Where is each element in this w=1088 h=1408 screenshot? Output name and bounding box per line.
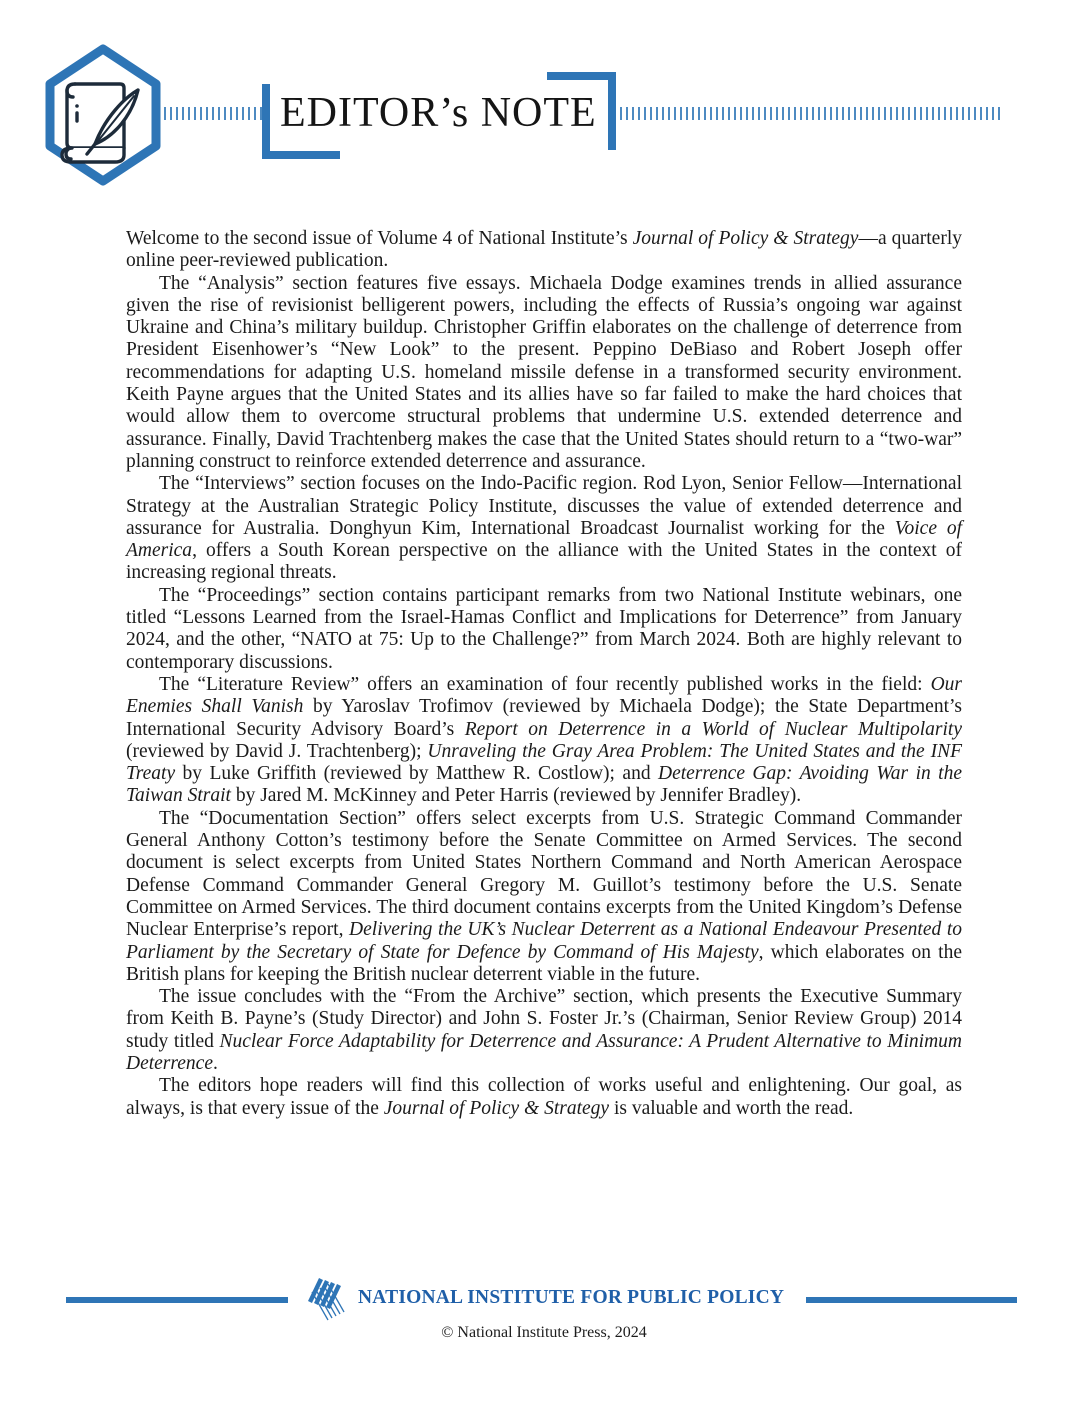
italic-run: Journal of Policy & Strategy: [383, 1097, 610, 1119]
footer-rule-left: [66, 1297, 288, 1303]
text-run: The “Documentation Section” offers select excerpts from U.S. Strategic Command Commander General Anthony Cotton’s testimony before the Senate Committee on Armed Services. The second document is select excerpts from United States Northern Command and North American Aerospace Defense Command Commander General Gregory M. Guillot’s testimony before the U.S. Senate Committee on Armed Services. The third document contains excerpts from the United Kingdom’s Defense Nuclear Enterprise’s report,: [126, 807, 962, 941]
page-title: EDITOR’s NOTE: [280, 90, 597, 136]
italic-run: Deterrence Gap: Avoiding War in the Taiwan Strait: [126, 763, 962, 807]
italic-run: Nuclear Force Adaptability for Deterrence and Assurance: A Prudent Alternative to Minimum Deterrence: [126, 1030, 962, 1074]
nipp-logo-icon: [306, 1276, 348, 1322]
text-run: The “Interviews” section focuses on the Indo-Pacific region. Rod Lyon, Senior Fellow—International Strategy at the Australian Strategic Policy Institute, discusses the value of extended deterrence and assurance for Australia. Donghyun Kim, International Broadcast Journalist working for the: [126, 473, 962, 539]
body-text: [126, 228, 962, 1120]
paragraph-2: [126, 273, 962, 474]
copyright-text: © National Institute Press, 2024: [441, 1324, 647, 1341]
text-run: (reviewed by David J. Trachtenberg);: [126, 740, 428, 762]
text-run: Welcome to the second issue of Volume 4 of National Institute’s: [126, 228, 633, 249]
paragraph-7: [126, 986, 962, 1075]
italic-run: Our Enemies Shall Vanish: [126, 673, 962, 718]
paragraph-4: [126, 585, 962, 674]
text-run: , which elaborates on the British plans for keeping the British nuclear deterrent viable in the future.: [126, 941, 962, 985]
text-run: by Luke Griffith (reviewed by Matthew R. Costlow); and: [175, 763, 658, 785]
text-run: by Yaroslav Trofimov (reviewed by Michaela Dodge); the State Department’s International Security Advisory Board’s: [126, 696, 962, 740]
text-run: The “Analysis” section features five essays. Michaela Dodge examines trends in allied assurance given the rise of revisionist belligerent powers, including the effects of Russia’s ongoing war against Ukraine and China’s military buildup. Christopher Griffin elaborates on the challenge of deterrence from President Eisenhower’s “New Look” to the present. Peppino DeBiaso and Robert Joseph offer recommendations for adapting U.S. homeland missile defense in a transformed security environment. Keith Payne argues that the United States and its allies have so far failed to make the hard choices that would allow them to overcome structural problems that undermine U.S. extended deterrence and assurance. Finally, David Trachtenberg makes the case that the United States should return to a “two-war” planning construct to reinforce extended deterrence and assurance.: [126, 272, 962, 472]
italic-run: Delivering the UK’s Nuclear Deterrent as a National Endeavour Presented to Parliament by the Secretary of State for Defence by Command of His Majesty: [126, 919, 962, 963]
footer-rule-right: [806, 1297, 1017, 1303]
italic-run: Unraveling the Gray Area Problem: The United States and the INF Treaty: [126, 740, 963, 785]
paragraph-5: [126, 674, 962, 808]
paragraph-6: [126, 808, 962, 986]
footer-org-name: NATIONAL INSTITUTE FOR PUBLIC POLICY: [358, 1287, 785, 1308]
italic-run: Journal of Policy & Strategy: [632, 228, 859, 249]
tick-line-left-icon: [164, 107, 265, 120]
paragraph-1: [126, 228, 962, 273]
paragraph-3: [126, 473, 962, 584]
text-run: —a quarterly online peer-reviewed publication.: [126, 228, 962, 272]
text-run: , offers a South Korean perspective on the alliance with the United States in the context of increasing regional threats.: [126, 540, 962, 584]
text-run: The editors hope readers will find this collection of works useful and enlightening. Our goal, as always, is that every issue of the: [126, 1075, 962, 1119]
title-bracket-right: [547, 72, 616, 150]
paragraph-8: [126, 1075, 962, 1120]
ink-dot: [75, 104, 79, 108]
text-run: The “Literature Review” offers an examination of four recently published works in the field:: [159, 673, 931, 695]
italic-run: Voice of America: [126, 517, 962, 562]
tick-line-right-icon: [620, 107, 1000, 120]
italic-run: Report on Deterrence in a World of Nuclear Multipolarity: [464, 718, 962, 740]
text-run: by Jared M. McKinney and Peter Harris (reviewed by Jennifer Bradley).: [230, 785, 802, 807]
text-run: is valuable and worth the read.: [609, 1097, 854, 1119]
text-run: The issue concludes with the “From the Archive” section, which presents the Executive Summary from Keith B. Payne’s (Study Director) and John S. Foster Jr.’s (Chairman, Senior Review Group) 2014 study titled: [126, 986, 962, 1052]
editors-note-icon: [42, 44, 164, 186]
text-run: The “Proceedings” section contains participant remarks from two National Institute webinars, one titled “Lessons Learned from the Israel-Hamas Conflict and Implications for Deterrence” from January 2024, and the other, “NATO at 75: Up to the Challenge?” from March 2024. Both are highly relevant to contemporary discussions.: [126, 584, 962, 673]
text-run: .: [212, 1052, 218, 1074]
